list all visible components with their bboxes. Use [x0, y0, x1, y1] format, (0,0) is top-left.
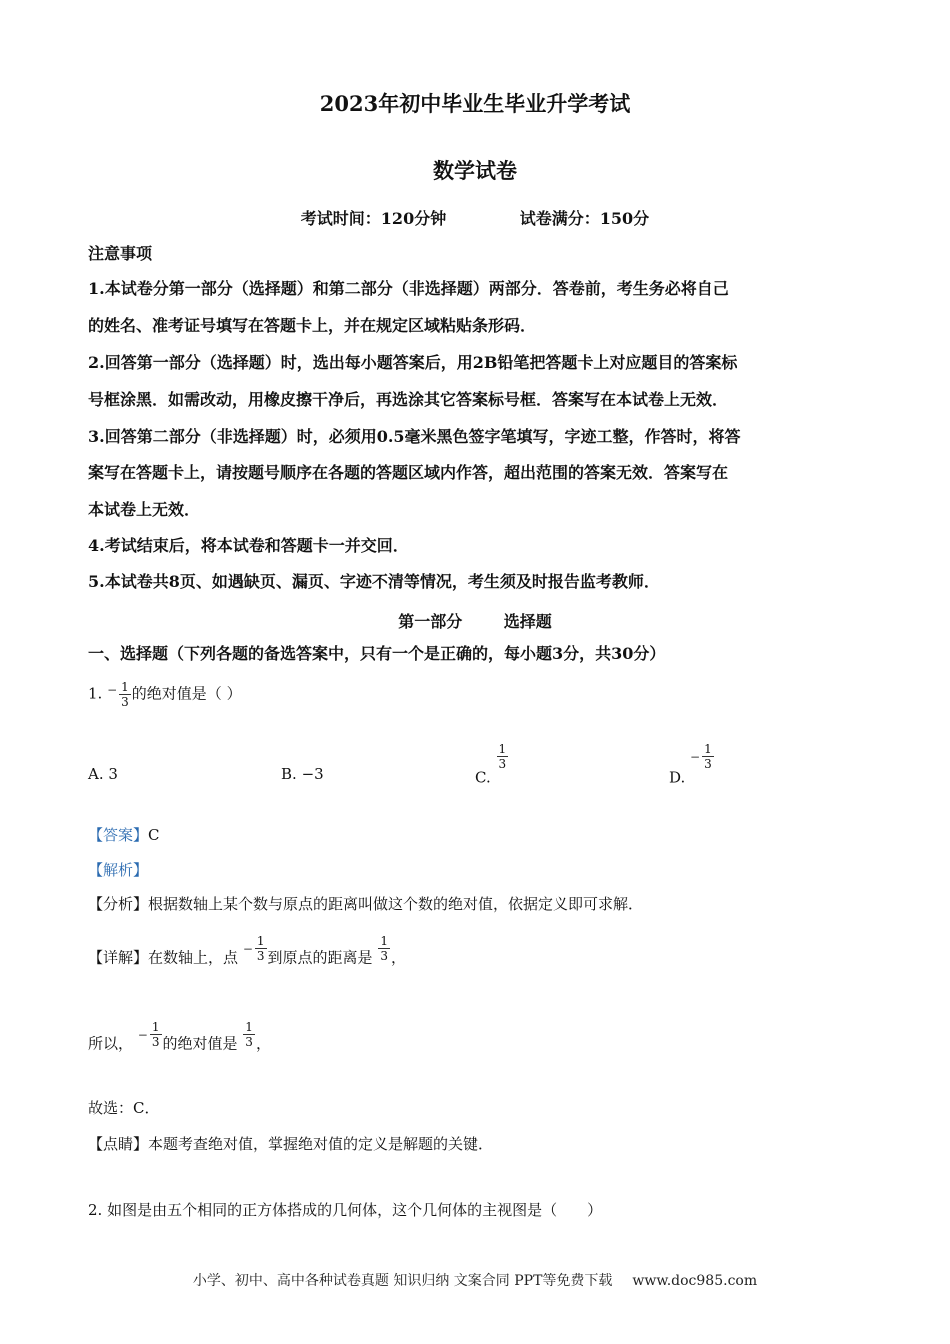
note-line: 1.本试卷分第一部分（选择题）和第二部分（非选择题）两部分．答卷前，考生务必将自己: [88, 279, 729, 298]
analysis-tag: 【解析】: [88, 861, 149, 879]
question-1: 1. − $\frac{1}{3}$ 的绝对值是（ ）: [88, 680, 242, 709]
note-line: 本试卷上无效．: [88, 500, 201, 519]
option-d: D. − $\frac{1}{3}$: [669, 742, 712, 787]
option-c: C. $\frac{1}{3}$: [475, 742, 507, 787]
fraction: $\frac{1}{3}$: [498, 742, 507, 771]
fraction: $\frac{1}{3}$: [245, 1020, 253, 1049]
option-a: A. 3: [88, 765, 118, 783]
answer-row: 【答案】C: [88, 826, 160, 844]
note-line: 号框涂黑．如需改动，用橡皮擦干净后，再选涂其它答案标号框．答案写在本试卷上无效．: [88, 390, 729, 409]
dianjing-row: 【点睛】本题考查绝对值，掌握绝对值的定义是解题的关键．: [88, 1135, 494, 1153]
exam-title: 2023年初中毕业生毕业升学考试: [319, 91, 631, 116]
fraction: $\frac{1}{3}$: [704, 742, 712, 771]
footer-text: 小学、初中、高中各种试卷真题 知识归纳 文案合同 PPT等免费下载: [192, 1273, 613, 1289]
fraction: $\frac{1}{3}$: [121, 680, 129, 709]
exam-score: 试卷满分：150分: [519, 209, 650, 228]
note-line: 4.考试结束后，将本试卷和答题卡一并交回．: [88, 536, 409, 555]
xiangjie-row: 【详解】在数轴上，点 − $\frac{1}{3}$ 到原点的距离是 $\frac{1}{3}$ ，: [88, 934, 406, 967]
note-line: 2.回答第一部分（选择题）时，选出每小题答案后，用2B铅笔把答题卡上对应题目的答案标: [88, 353, 738, 372]
exam-meta: [0, 206, 950, 229]
note-line: 的姓名、准考证号填写在答题卡上，并在规定区域粘贴条形码．: [88, 316, 537, 335]
fenxi-row: 【分析】根据数轴上某个数与原点的距离叫做这个数的绝对值，依据定义即可求解．: [88, 895, 644, 913]
fraction: $\frac{1}{3}$: [151, 1020, 160, 1049]
exam-subtitle: 数学试卷: [433, 158, 517, 183]
footer-url[interactable]: www.doc985.com: [632, 1273, 758, 1289]
option-b: B. −3: [281, 765, 324, 783]
note-line: 案写在答题卡上，请按题号顺序在各题的答题区域内作答，超出范围的答案无效．答案写在: [88, 463, 729, 482]
fraction: $\frac{1}{3}$: [256, 934, 265, 963]
guxuan-row: 故选：C．: [88, 1099, 160, 1117]
fraction: $\frac{1}{3}$: [380, 934, 388, 963]
note-line: 5.本试卷共8页、如遇缺页、漏页、字迹不清等情况，考生须及时报告监考教师．: [88, 572, 660, 591]
question-2: 2. 如图是由五个相同的正方体搭成的几何体，这个几何体的主视图是（ ）: [88, 1201, 603, 1219]
note-line: 3.回答第二部分（非选择题）时，必须用0.5毫米黑色签字笔填写，字迹工整，作答时，将答: [88, 427, 741, 446]
section-instruction: 一、选择题（下列各题的备选答案中，只有一个是正确的，每小题3分，共30分）: [88, 644, 666, 663]
section-heading: 第一部分 选择题: [398, 612, 552, 631]
suoyi-row: 所以， − $\frac{1}{3}$ 的绝对值是 $\frac{1}{3}$ ，: [88, 1020, 271, 1053]
notes-heading: 注意事项: [88, 244, 153, 263]
exam-time: 考试时间：120分钟: [300, 209, 447, 228]
page-footer: [0, 1270, 950, 1290]
